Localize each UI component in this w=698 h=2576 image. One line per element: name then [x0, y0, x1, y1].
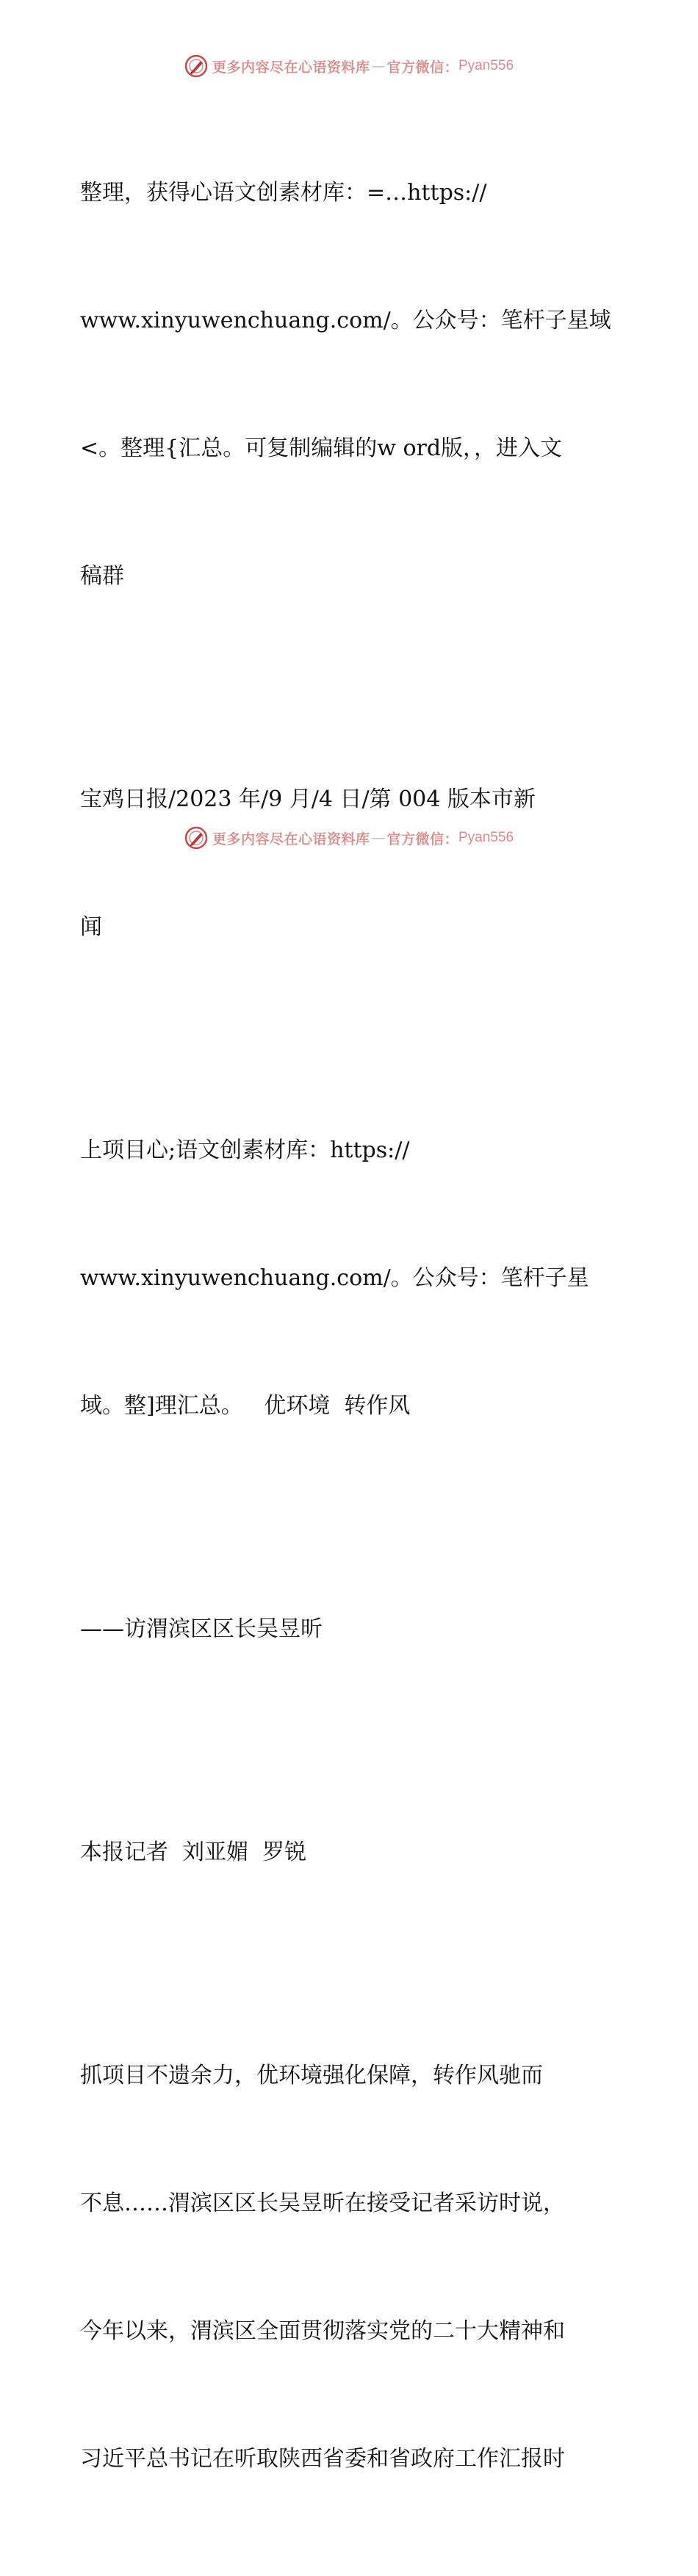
watermark-label: 官方微信：	[386, 59, 458, 76]
text-line: 稿群	[80, 563, 124, 589]
footer-watermark	[0, 823, 698, 853]
text-line: 不息……渭滨区区长吴昱昕在接受记者采访时说，	[80, 2190, 565, 2216]
watermark-separator: —	[371, 830, 386, 846]
watermark-label: 官方微信：	[386, 831, 458, 847]
text-line: 宝鸡日报/2023 年/9 月/4 日/第 004 版本市新	[80, 786, 536, 812]
text-line: www.xinyuwenchuang.com/。公众号：笔杆子星域	[80, 308, 611, 333]
source-paragraph	[71, 693, 630, 1034]
text-line: ——访渭滨区区长吴昱昕	[80, 1616, 323, 1642]
body-paragraph	[71, 1969, 630, 2566]
text-line: 习近平总书记在听取陕西省委和省政府工作汇报时	[80, 2446, 565, 2472]
text-line: <。整理{汇总。可复制编辑的w ord版，，进入文	[80, 435, 563, 461]
text-line: 抓项目不遗余力，优环境强化保障，转作风驰而	[80, 2063, 543, 2088]
watermark-text: 更多内容尽在心语资料库	[212, 831, 370, 847]
document-body	[71, 87, 630, 2576]
title-paragraph	[71, 1044, 630, 1513]
byline-paragraph	[71, 1746, 630, 1959]
text-line: www.xinyuwenchuang.com/。公众号：笔杆子星	[80, 1265, 589, 1291]
subtitle-paragraph	[71, 1523, 630, 1736]
intro-paragraph	[71, 87, 630, 683]
text-line: 域。整]理汇总。 优环境 转作风	[80, 1393, 411, 1419]
header-watermark	[0, 51, 698, 81]
text-line: 闻	[80, 914, 102, 940]
pen-logo-icon	[184, 54, 208, 78]
watermark-handle: Pyan556	[458, 830, 514, 845]
watermark-handle: Pyan556	[458, 58, 514, 73]
watermark-text: 更多内容尽在心语资料库	[212, 59, 370, 76]
text-line: 整理，获得心语文创素材库：=…https://	[80, 180, 487, 206]
text-line: 本报记者 刘亚媚 罗锐	[80, 1839, 307, 1865]
text-line: 上项目心;语文创素材库：https://	[80, 1137, 410, 1163]
text-line: 今年以来，渭滨区全面贯彻落实党的二十大精神和	[80, 2318, 565, 2344]
pen-logo-icon	[184, 826, 208, 850]
watermark-separator: —	[371, 58, 386, 74]
